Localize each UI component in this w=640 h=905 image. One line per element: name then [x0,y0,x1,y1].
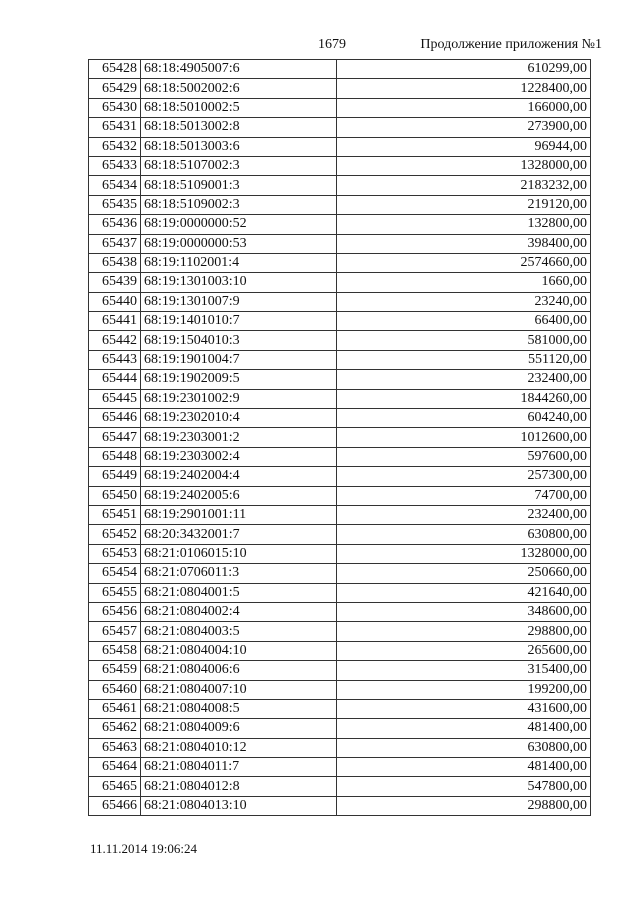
row-number-cell: 65461 [89,699,141,718]
row-number-cell: 65438 [89,253,141,272]
cadastral-number-cell: 68:20:3432001:7 [141,525,337,544]
cadastral-value-cell: 547800,00 [337,777,591,796]
cadastral-number-cell: 68:18:5013003:6 [141,137,337,156]
cadastral-value-cell: 1328000,00 [337,544,591,563]
table-row [89,758,591,777]
cadastral-number-cell: 68:21:0804012:8 [141,777,337,796]
cadastral-value-cell: 630800,00 [337,525,591,544]
table-row [89,312,591,331]
cadastral-value-cell: 1660,00 [337,273,591,292]
cadastral-value-cell: 2183232,00 [337,176,591,195]
table-row [89,564,591,583]
row-number-cell: 65450 [89,486,141,505]
row-number-cell: 65435 [89,195,141,214]
row-number-cell: 65451 [89,505,141,524]
row-number-cell: 65459 [89,661,141,680]
cadastral-number-cell: 68:18:5109001:3 [141,176,337,195]
cadastral-number-cell: 68:21:0804003:5 [141,622,337,641]
row-number-cell: 65443 [89,350,141,369]
cadastral-value-cell: 604240,00 [337,409,591,428]
cadastral-number-cell: 68:21:0804007:10 [141,680,337,699]
cadastral-value-cell: 348600,00 [337,602,591,621]
cadastral-number-cell: 68:19:0000000:53 [141,234,337,253]
row-number-cell: 65442 [89,331,141,350]
cadastral-number-cell: 68:21:0804011:7 [141,758,337,777]
table-row [89,292,591,311]
cadastral-number-cell: 68:21:0804001:5 [141,583,337,602]
table-row [89,661,591,680]
cadastral-value-cell: 315400,00 [337,661,591,680]
cadastral-number-cell: 68:18:5013002:8 [141,118,337,137]
cadastral-number-cell: 68:19:1902009:5 [141,370,337,389]
table-row [89,195,591,214]
cadastral-value-cell: 481400,00 [337,719,591,738]
cadastral-value-cell: 610299,00 [337,60,591,79]
cadastral-value-cell: 132800,00 [337,215,591,234]
row-number-cell: 65448 [89,447,141,466]
cadastral-number-cell: 68:18:5107002:3 [141,156,337,175]
cadastral-value-cell: 630800,00 [337,738,591,757]
table-row [89,118,591,137]
row-number-cell: 65437 [89,234,141,253]
cadastral-value-cell: 219120,00 [337,195,591,214]
cadastral-number-cell: 68:19:2901001:11 [141,505,337,524]
cadastral-number-cell: 68:19:1901004:7 [141,350,337,369]
row-number-cell: 65434 [89,176,141,195]
row-number-cell: 65436 [89,215,141,234]
cadastral-number-cell: 68:19:2303002:4 [141,447,337,466]
row-number-cell: 65466 [89,796,141,815]
cadastral-number-cell: 68:19:2302010:4 [141,409,337,428]
table-row [89,137,591,156]
table-row [89,544,591,563]
table-row [89,738,591,757]
row-number-cell: 65432 [89,137,141,156]
table-row [89,680,591,699]
row-number-cell: 65439 [89,273,141,292]
table-row [89,156,591,175]
cadastral-value-cell: 232400,00 [337,505,591,524]
cadastral-value-cell: 1012600,00 [337,428,591,447]
table-row [89,428,591,447]
table-row [89,370,591,389]
row-number-cell: 65463 [89,738,141,757]
print-timestamp: 11.11.2014 19:06:24 [90,841,198,856]
row-number-cell: 65429 [89,79,141,98]
table-row [89,583,591,602]
cadastral-number-cell: 68:21:0804013:10 [141,796,337,815]
row-number-cell: 65455 [89,583,141,602]
cadastral-value-cell: 431600,00 [337,699,591,718]
table-row [89,409,591,428]
row-number-cell: 65446 [89,409,141,428]
table-row [89,796,591,815]
row-number-cell: 65453 [89,544,141,563]
cadastral-number-cell: 68:21:0106015:10 [141,544,337,563]
table-row [89,98,591,117]
cadastral-value-cell: 232400,00 [337,370,591,389]
table-row [89,350,591,369]
table-row [89,505,591,524]
row-number-cell: 65447 [89,428,141,447]
cadastral-number-cell: 68:21:0804006:6 [141,661,337,680]
table-row [89,234,591,253]
cadastral-number-cell: 68:21:0706011:3 [141,564,337,583]
cadastral-value-cell: 1228400,00 [337,79,591,98]
cadastral-value-cell: 273900,00 [337,118,591,137]
table-body [89,60,591,816]
row-number-cell: 65462 [89,719,141,738]
cadastral-number-cell: 68:21:0804002:4 [141,602,337,621]
cadastral-number-cell: 68:19:2402005:6 [141,486,337,505]
cadastral-value-cell: 481400,00 [337,758,591,777]
row-number-cell: 65440 [89,292,141,311]
cadastral-value-cell: 2574660,00 [337,253,591,272]
table-row [89,486,591,505]
row-number-cell: 65458 [89,641,141,660]
table-row [89,176,591,195]
cadastral-value-cell: 166000,00 [337,98,591,117]
table-row [89,777,591,796]
cadastral-value-cell: 421640,00 [337,583,591,602]
row-number-cell: 65452 [89,525,141,544]
cadastral-value-cell: 257300,00 [337,467,591,486]
row-number-cell: 65465 [89,777,141,796]
cadastral-value-cell: 298800,00 [337,796,591,815]
row-number-cell: 65441 [89,312,141,331]
table-row [89,273,591,292]
row-number-cell: 65464 [89,758,141,777]
cadastral-number-cell: 68:21:0804008:5 [141,699,337,718]
cadastral-number-cell: 68:19:1301007:9 [141,292,337,311]
row-number-cell: 65449 [89,467,141,486]
appendix-note: Продолжение приложения №1 [420,37,602,52]
row-number-cell: 65431 [89,118,141,137]
table-row [89,719,591,738]
cadastral-number-cell: 68:18:5010002:5 [141,98,337,117]
cadastral-value-cell: 23240,00 [337,292,591,311]
cadastral-value-cell: 1844260,00 [337,389,591,408]
table-row [89,699,591,718]
row-number-cell: 65428 [89,60,141,79]
cadastral-number-cell: 68:18:5002002:6 [141,79,337,98]
cadastral-value-cell: 199200,00 [337,680,591,699]
cadastral-value-cell: 66400,00 [337,312,591,331]
cadastral-number-cell: 68:21:0804009:6 [141,719,337,738]
cadastral-number-cell: 68:21:0804010:12 [141,738,337,757]
cadastral-value-cell: 265600,00 [337,641,591,660]
cadastral-value-cell: 551120,00 [337,350,591,369]
table-row [89,215,591,234]
row-number-cell: 65460 [89,680,141,699]
cadastral-number-cell: 68:19:2303001:2 [141,428,337,447]
cadastral-value-table [88,59,591,816]
row-number-cell: 65445 [89,389,141,408]
cadastral-value-cell: 1328000,00 [337,156,591,175]
cadastral-value-cell: 398400,00 [337,234,591,253]
row-number-cell: 65454 [89,564,141,583]
cadastral-number-cell: 68:18:5109002:3 [141,195,337,214]
cadastral-value-cell: 298800,00 [337,622,591,641]
table-row [89,467,591,486]
table-row [89,602,591,621]
table-row [89,331,591,350]
table-row [89,641,591,660]
row-number-cell: 65433 [89,156,141,175]
cadastral-number-cell: 68:19:1401010:7 [141,312,337,331]
table-row [89,253,591,272]
cadastral-number-cell: 68:19:0000000:52 [141,215,337,234]
cadastral-number-cell: 68:19:2402004:4 [141,467,337,486]
row-number-cell: 65430 [89,98,141,117]
cadastral-number-cell: 68:21:0804004:10 [141,641,337,660]
table-row [89,447,591,466]
table-row [89,525,591,544]
cadastral-number-cell: 68:19:1504010:3 [141,331,337,350]
cadastral-value-cell: 581000,00 [337,331,591,350]
cadastral-number-cell: 68:19:1102001:4 [141,253,337,272]
cadastral-value-cell: 250660,00 [337,564,591,583]
cadastral-number-cell: 68:19:1301003:10 [141,273,337,292]
cadastral-number-cell: 68:18:4905007:6 [141,60,337,79]
table-row [89,622,591,641]
row-number-cell: 65444 [89,370,141,389]
page-number: 1679 [318,37,346,52]
row-number-cell: 65457 [89,622,141,641]
cadastral-number-cell: 68:19:2301002:9 [141,389,337,408]
row-number-cell: 65456 [89,602,141,621]
table-row [89,79,591,98]
cadastral-value-cell: 74700,00 [337,486,591,505]
table-row [89,389,591,408]
table-row [89,60,591,79]
cadastral-value-cell: 597600,00 [337,447,591,466]
cadastral-value-cell: 96944,00 [337,137,591,156]
